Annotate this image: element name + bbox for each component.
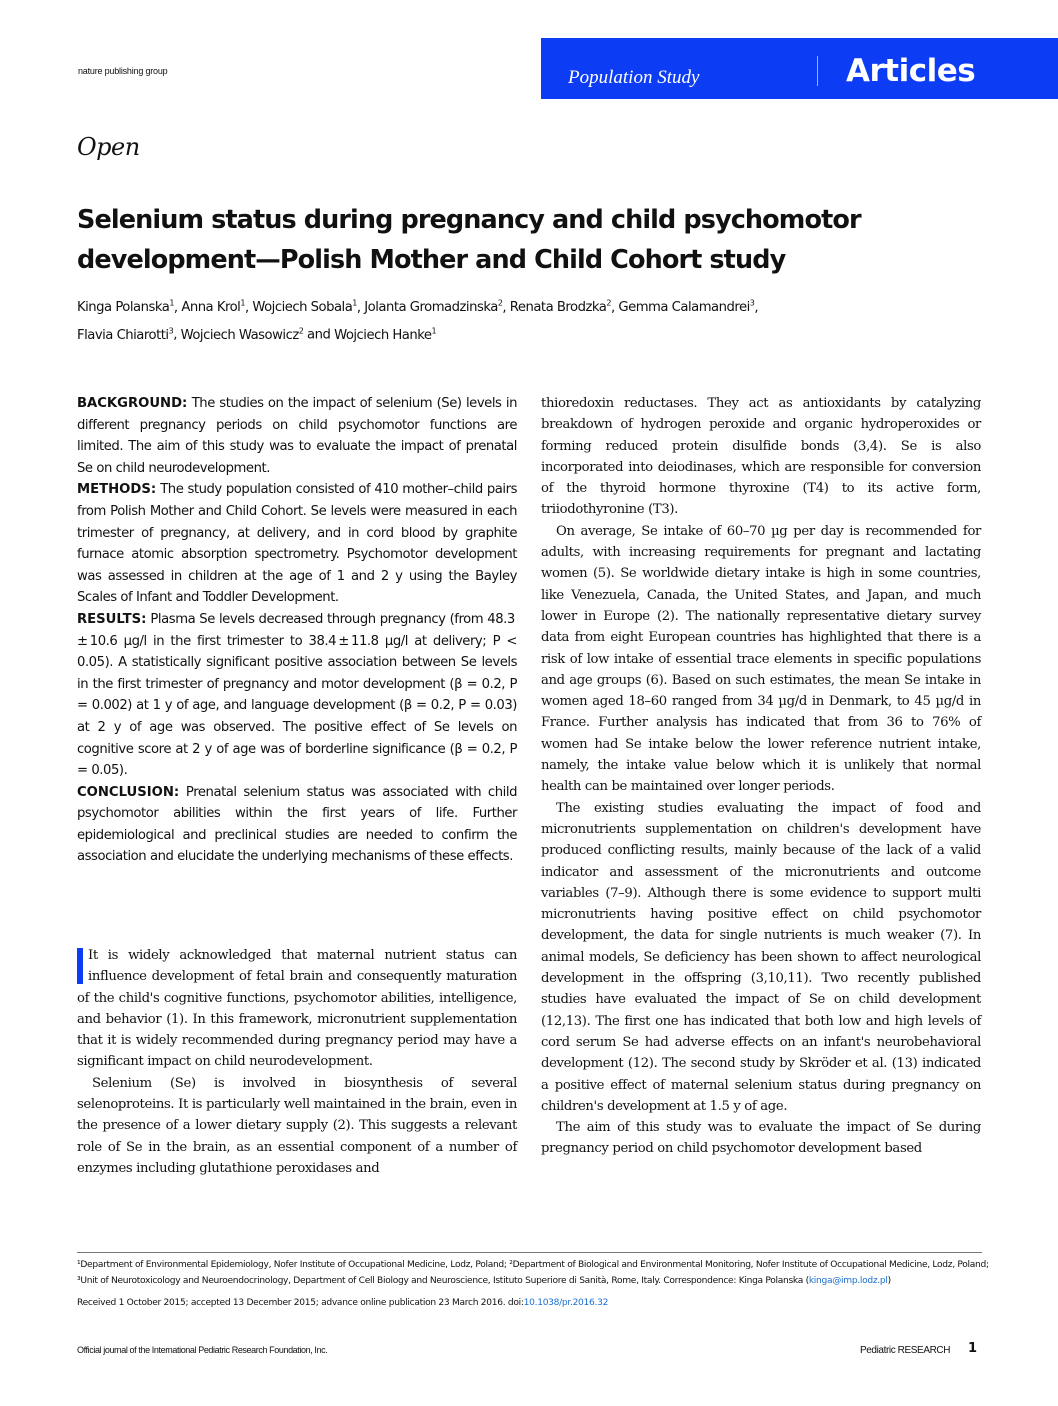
section-banner	[541, 38, 1058, 99]
author: Wojciech Wasowicz$^2$	[180, 326, 304, 343]
author: Wojciech Sobala$^1$	[252, 299, 357, 316]
body-paragraph: On average, Se intake of 60–70 µg per day is recommended for adults, with increasing requirements for pregnant and lactating women (5). Se worldwide dietary intake is high in some countries, like Venezuela, Canada, the United States, and Japan, and much lower in Europe (2). The nationally representative dietary survey data from eight European countries has highlighted that there is a risk of low intake of essential trace elements in specific populations and age groups (6). Based on such estimates, the mean Se intake in women aged 18–60 ranged from 34 µg/d in Denmark, to 45 µg/d in France. Further analysis has indicated that from 36 to 76% of women had Se intake below the lower reference nutrient intake, namely, the intake value below which it is unlikely that normal health can be maintained over longer periods.	[541, 523, 981, 795]
publication-history: Received 1 October 2015; accepted 13 December 2015; advance online publication 23 March 2016. doi:10.1038/pr.2016.32	[77, 1298, 609, 1308]
abstract-background: BACKGROUND: The studies on the impact of selenium (Se) levels in different pregnancy periods on child psychomotor functions are limited. The aim of this study was to evaluate the impact of prenatal Se on child neurodevelopment.	[77, 396, 517, 476]
footnotes	[77, 1257, 997, 1311]
correspondence-email-link[interactable]: kinga@imp.lodz.pl	[808, 1276, 888, 1286]
author: Wojciech Hanke$^1$	[334, 326, 437, 343]
author: Flavia Chiarotti$^3$	[77, 326, 174, 343]
open-access-label: Open	[77, 133, 140, 161]
abstract-conclusion: CONCLUSION: Prenatal selenium status was associated with child psychomotor abilities within the first years of life. Further epidemiological and preclinical studies are needed to confirm the association and elucidate the underlying mechanisms of these effects.	[77, 784, 517, 865]
title-line-1: Selenium status during pregnancy and child psychomotor	[77, 205, 861, 235]
banner-divider	[817, 56, 818, 86]
affiliations: ¹Department of Environmental Epidemiology, Nofer Institute of Occupational Medicine, Lodz, Poland; ²Department of Biological and Environmental Monitoring, Nofer Institute of Occupational Medicine, Lodz, Poland; ³Unit of Neurotoxicology and Neuroendocrinology, Department of Cell Biology and Neuroscience, Istituto Superiore di Sanità, Rome, Italy. Correspondence: Kinga Polanska (kinga@imp.lodz.pl)	[77, 1260, 989, 1286]
footer-journal-name: Pediatric RESEARCH	[860, 1345, 951, 1356]
author: Anna Krol$^1$	[181, 299, 245, 316]
footer-journal-note: Official journal of the International Pediatric Research Foundation, Inc.	[77, 1345, 328, 1355]
body-paragraph: The existing studies evaluating the impact of food and micronutrients supplementation on children's development have produced conflicting results, mainly because of the lack of a valid indicator and assessment of the micronutrients and outcome variables (7–9). Although there is some evidence to support multi micronutrients having positive effect on child psychomotor development, the data for single nutrients is much weaker (7). In animal models, Se deficiency has been shown to affect neurological development in the offspring (3,10,11). Two recently published studies have evaluated the impact of Se on child development (12,13). The first one has indicated that both low and high levels of cord serum Se had adverse effects on an infant's neurobehavioral development (12). The second study by Skröder et al. (13) indicated a positive effect of maternal selenium status during pregnancy on children's development at 1.5 y of age.	[541, 800, 981, 1114]
abstract	[77, 393, 517, 868]
doi-link[interactable]: 10.1038/pr.2016.32	[523, 1298, 609, 1308]
body-column-right	[541, 393, 981, 1160]
body-paragraph: thioredoxin reductases. They act as antioxidants by catalyzing breakdown of hydrogen peroxide and organic hydroperoxides or forming reduced protein disulfide bonds (3,4). Se is also incorporated into deiodinases, which are responsible for conversion of the thyroid hormone thyroxine (T4) to its active form, triiodothyronine (T3).	[541, 396, 981, 518]
title-line-2: development—Polish Mother and Child Cohort study	[77, 245, 786, 275]
body-paragraph: It is widely acknowledged that maternal nutrient status can influence development of fetal brain and consequently maturation of the child's cognitive functions, psychomotor abilities, intelligence, and behavior (1). In this framework, micronutrient supplementation that it is widely recommended during pregnancy period may have a significant impact on child neurodevelopment.	[77, 948, 517, 1070]
article-type-label: Articles	[846, 53, 976, 89]
footnote-divider	[77, 1252, 982, 1253]
abstract-results: RESULTS: Plasma Se levels decreased through pregnancy (from 48.3 ± 10.6 µg/l in the first trimester to 38.4 ± 11.8 µg/l at delivery; P < 0.05). A statistically significant positive association between Se levels in the first trimester of pregnancy and motor development (β = 0.2, P = 0.002) at 1 y of age, and language development (β = 0.2, P = 0.03) at 2 y of age was observed. The positive effect of Se levels on cognitive score at 2 y of age was of borderline significance (β = 0.2, P = 0.05).	[77, 611, 517, 779]
body-column-left	[77, 945, 517, 1179]
body-paragraph: The aim of this study was to evaluate the impact of Se during pregnancy period on child psychomotor development based	[541, 1120, 981, 1157]
article-title	[77, 200, 937, 280]
author: Jolanta Gromadzinska$^2$	[364, 299, 503, 316]
author-list: Kinga Polanska$^1$, Anna Krol$^1$, Wojciech Sobala$^1$, Jolanta Gromadzinska$^2$, Renata Brodzka$^2$, Gemma Calamandrei$^3$, Flavia Chiarotti$^3$, Wojciech Wasowicz$^2$ and Wojciech Hanke$^1$	[77, 299, 759, 343]
author: Kinga Polanska$^1$	[77, 299, 174, 316]
drop-cap-bar	[77, 948, 83, 984]
author: Gemma Calamandrei$^3$	[618, 299, 755, 316]
page-number: 1	[968, 1341, 978, 1356]
author: Renata Brodzka$^2$	[509, 299, 611, 316]
section-label: Population Study	[568, 67, 700, 88]
abstract-methods: METHODS: The study population consisted of 410 mother–child pairs from Polish Mother and Child Cohort. Se levels were measured in each trimester of pregnancy, at delivery, and in cord blood by graphite furnace atomic absorption spectrometry. Psychomotor development was assessed in children at the age of 1 and 2 y using the Bayley Scales of Infant and Toddler Development.	[77, 482, 517, 606]
body-paragraph: Selenium (Se) is involved in biosynthesis of several selenoproteins. It is particularly well maintained in the brain, even in the presence of a lower dietary supply (2). This suggests a relevant role of Se in the brain, as an essential component of a number of enzymes including glutathione peroxidases and	[77, 1075, 517, 1176]
publisher-name: nature publishing group	[78, 66, 168, 76]
